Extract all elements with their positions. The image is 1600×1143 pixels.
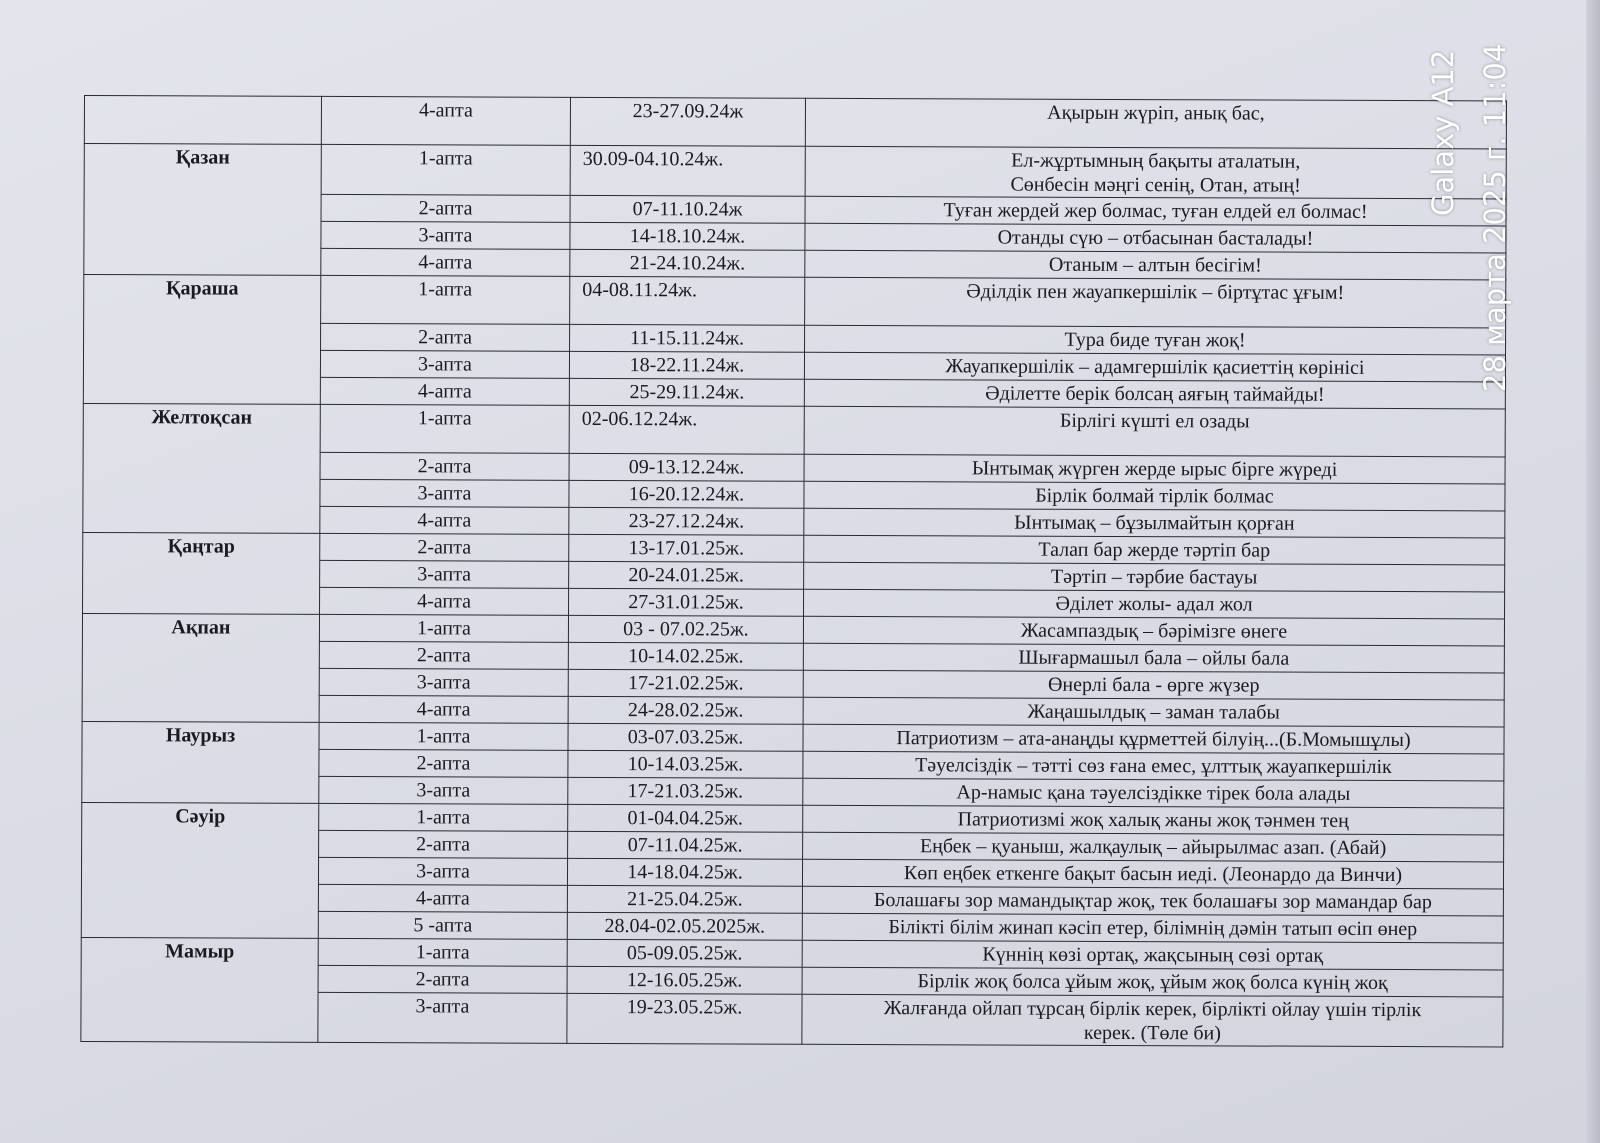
week-cell: 2-апта bbox=[321, 323, 570, 351]
motto-cell: Жалғанда ойлап тұрсаң бірлік керек, бірлікті ойлау үшін тірлік керек. (Төле би) bbox=[802, 994, 1503, 1047]
week-cell: 3-апта bbox=[318, 992, 567, 1043]
table-row bbox=[83, 403, 1505, 456]
week-cell: 4-апта bbox=[319, 695, 568, 723]
motto-cell: Әділетте берік болсаң аяғың таймайды! bbox=[804, 379, 1505, 409]
motto-cell: Ақырын жүріп, анық бас, bbox=[805, 98, 1506, 149]
month-cell: Мамыр bbox=[81, 937, 318, 1042]
date-cell: 18-22.11.24ж. bbox=[569, 351, 804, 379]
date-cell: 13-17.01.25ж. bbox=[569, 534, 804, 562]
motto-cell: Тура биде туған жоқ! bbox=[805, 325, 1506, 355]
date-cell: 04-08.11.24ж. bbox=[570, 276, 805, 325]
week-cell: 2-апта bbox=[319, 641, 568, 669]
motto-cell: Ар-намыс қана тәуелсіздікке тірек бола алады bbox=[803, 778, 1504, 808]
date-cell: 17-21.02.25ж. bbox=[568, 669, 803, 697]
week-cell: 1-апта bbox=[320, 404, 569, 453]
week-cell: 1-апта bbox=[321, 144, 570, 195]
week-cell: 2-апта bbox=[321, 194, 570, 222]
week-cell: 1-апта bbox=[321, 275, 570, 324]
motto-cell: Отанды сүю – отбасынан басталады! bbox=[805, 223, 1506, 253]
week-cell: 1-апта bbox=[319, 803, 568, 831]
motto-cell: Тәртіп – тәрбие бастауы bbox=[804, 562, 1505, 592]
month-cell: Қараша bbox=[83, 275, 320, 405]
motto-cell: Болашағы зор мамандықтар жоқ, тек болашағы зор мамандар бар bbox=[802, 886, 1503, 916]
motto-cell: Өнерлі бала - өрге жүзер bbox=[803, 670, 1504, 700]
date-cell: 12-16.05.25ж. bbox=[567, 966, 802, 994]
week-cell: 1-апта bbox=[319, 722, 568, 750]
week-cell: 4-апта bbox=[318, 884, 567, 912]
motto-cell: Патриотизм – ата-анаңды құрметтей білуің...(Б.Момышұлы) bbox=[803, 724, 1504, 754]
week-cell: 3-апта bbox=[320, 350, 569, 378]
week-cell: 3-апта bbox=[320, 560, 569, 588]
motto-cell: Бірлігі күшті ел озады bbox=[804, 406, 1505, 457]
date-cell: 30.09-04.10.24ж. bbox=[570, 145, 805, 196]
motto-cell: Отаным – алтын бесігім! bbox=[805, 250, 1506, 280]
motto-cell: Әділет жолы- адал жол bbox=[804, 589, 1505, 619]
motto-cell: Патриотизмі жоқ халық жаны жоқ тәнмен тең bbox=[803, 805, 1504, 835]
date-cell: 07-11.10.24ж bbox=[570, 195, 805, 223]
date-cell: 14-18.10.24ж. bbox=[570, 222, 805, 250]
date-cell: 20-24.01.25ж. bbox=[569, 561, 804, 589]
week-cell: 2-апта bbox=[318, 965, 567, 993]
date-cell: 27-31.01.25ж. bbox=[569, 588, 804, 616]
date-cell: 19-23.05.25ж. bbox=[567, 993, 802, 1044]
week-cell: 3-апта bbox=[320, 479, 569, 507]
week-cell: 2-апта bbox=[319, 830, 568, 858]
week-cell: 3-апта bbox=[319, 668, 568, 696]
motto-cell: Көп еңбек еткенге бақыт басын иеді. (Леонардо да Винчи) bbox=[802, 859, 1503, 889]
date-cell: 02-06.12.24ж. bbox=[569, 405, 804, 454]
week-cell: 5 -апта bbox=[318, 911, 567, 939]
motto-cell: Шығармашыл бала – ойлы бала bbox=[803, 643, 1504, 673]
date-cell: 10-14.02.25ж. bbox=[568, 642, 803, 670]
date-cell: 16-20.12.24ж. bbox=[569, 480, 804, 508]
motto-cell: Ынтымақ – бұзылмайтын қорған bbox=[804, 508, 1505, 538]
motto-cell: Ынтымақ жүрген жерде ырыс бірге жүреді bbox=[804, 454, 1505, 484]
schedule-body bbox=[81, 96, 1507, 1047]
motto-cell: Жаңашылдық – заман талабы bbox=[803, 697, 1504, 727]
date-cell: 14-18.04.25ж. bbox=[567, 858, 802, 886]
week-cell: 2-апта bbox=[320, 452, 569, 480]
date-cell: 11-15.11.24ж. bbox=[570, 324, 805, 352]
date-cell: 03-07.03.25ж. bbox=[568, 723, 803, 751]
date-cell: 10-14.03.25ж. bbox=[568, 750, 803, 778]
date-cell: 09-13.12.24ж. bbox=[569, 453, 804, 481]
schedule-table bbox=[80, 95, 1507, 1047]
capture-datetime: 28 марта 2025 г. 11:04 bbox=[1478, 43, 1512, 392]
table-row bbox=[83, 532, 1505, 564]
date-cell: 21-25.04.25ж. bbox=[567, 885, 802, 913]
motto-cell: Бірлік жоқ болса ұйым жоқ, ұйым жоқ болса күнің жоқ bbox=[802, 967, 1503, 997]
month-cell bbox=[84, 96, 321, 145]
date-cell: 17-21.03.25ж. bbox=[568, 777, 803, 805]
date-cell: 23-27.09.24ж bbox=[570, 97, 805, 146]
month-cell: Қазан bbox=[84, 144, 322, 276]
month-cell: Қаңтар bbox=[83, 532, 320, 614]
motto-cell: Ел-жұртымның бақыты аталатын, Сөнбесін мәңгі сенің, Отан, атың! bbox=[805, 146, 1506, 199]
date-cell: 21-24.10.24ж. bbox=[570, 249, 805, 277]
table-row bbox=[81, 937, 1503, 969]
week-cell: 2-апта bbox=[319, 749, 568, 777]
week-cell: 2-апта bbox=[320, 533, 569, 561]
date-cell: 01-04.04.25ж. bbox=[568, 804, 803, 832]
month-cell: Ақпан bbox=[82, 613, 319, 722]
device-model: Galaxy A12 bbox=[1426, 49, 1460, 216]
photo-timestamp bbox=[1420, 44, 1568, 464]
table-row bbox=[82, 802, 1504, 834]
week-cell: 3-апта bbox=[319, 776, 568, 804]
week-cell: 4-апта bbox=[321, 248, 570, 276]
date-cell: 03 - 07.02.25ж. bbox=[568, 615, 803, 643]
week-cell: 3-апта bbox=[321, 221, 570, 249]
date-cell: 28.04-02.05.2025ж. bbox=[567, 912, 802, 940]
week-cell: 3-апта bbox=[318, 857, 567, 885]
table-row bbox=[82, 613, 1504, 645]
month-cell: Наурыз bbox=[82, 721, 319, 803]
date-cell: 23-27.12.24ж. bbox=[569, 507, 804, 535]
date-cell: 05-09.05.25ж. bbox=[567, 939, 802, 967]
month-cell: Желтоқсан bbox=[83, 403, 320, 533]
week-cell: 4-апта bbox=[320, 587, 569, 615]
week-cell: 1-апта bbox=[319, 614, 568, 642]
date-cell: 24-28.02.25ж. bbox=[568, 696, 803, 724]
paper-edge bbox=[1586, 0, 1600, 1143]
week-cell: 4-апта bbox=[320, 377, 569, 405]
motto-cell: Білікті білім жинап кәсіп етер, білімнің дәмін татып өсіп өнер bbox=[802, 913, 1503, 943]
date-cell: 07-11.04.25ж. bbox=[568, 831, 803, 859]
motto-cell: Жауапкершілік – адамгершілік қасиеттің көрінісі bbox=[804, 352, 1505, 382]
motto-cell: Тәуелсіздік – тәтті сөз ғана емес, ұлттық жауапкершілік bbox=[803, 751, 1504, 781]
date-cell: 25-29.11.24ж. bbox=[569, 378, 804, 406]
week-cell: 4-апта bbox=[321, 96, 570, 145]
motto-cell: Күннің көзі ортақ, жақсының сөзі ортақ bbox=[802, 940, 1503, 970]
motto-cell: Талап бар жерде тәртіп бар bbox=[804, 535, 1505, 565]
motto-cell: Туған жердей жер болмас, туған елдей ел болмас! bbox=[805, 196, 1506, 226]
month-cell: Сәуір bbox=[81, 802, 319, 938]
week-cell: 4-апта bbox=[320, 506, 569, 534]
table-row bbox=[84, 144, 1506, 199]
table-row bbox=[82, 721, 1504, 753]
table-row bbox=[84, 96, 1506, 149]
motto-cell: Жасампаздық – бәрімізге өнеге bbox=[803, 616, 1504, 646]
motto-cell: Бірлік болмай тірлік болмас bbox=[804, 481, 1505, 511]
table-row bbox=[84, 275, 1506, 328]
week-cell: 1-апта bbox=[318, 938, 567, 966]
motto-cell: Еңбек – қуаныш, жалқаулық – айырылмас азап. (Абай) bbox=[803, 832, 1504, 862]
motto-cell: Әділдік пен жауапкершілік – біртұтас ұғым! bbox=[805, 277, 1506, 328]
